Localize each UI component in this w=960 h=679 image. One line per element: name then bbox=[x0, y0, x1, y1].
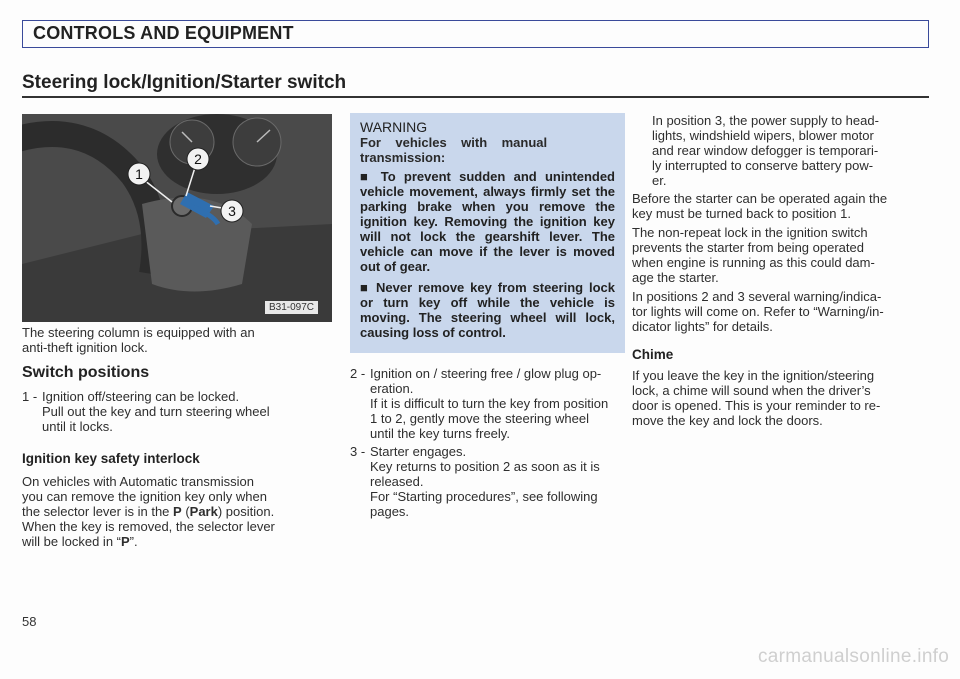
right-line: In positions 2 and 3 several warning/indica- bbox=[632, 289, 882, 304]
right-line: If you leave the key in the ignition/steering bbox=[632, 368, 875, 383]
right-line: when engine is running as this could dam- bbox=[632, 255, 875, 270]
interlock-line: On vehicles with Automatic transmission bbox=[22, 474, 254, 489]
page-number: 58 bbox=[22, 614, 37, 629]
position-2-item bbox=[350, 366, 630, 446]
interlock-heading: Ignition key safety interlock bbox=[22, 451, 200, 466]
position-1-item bbox=[22, 389, 332, 435]
item-number: 1 - bbox=[22, 389, 38, 404]
callout-2: 2 bbox=[194, 151, 202, 167]
right-line: The non-repeat lock in the ignition switch bbox=[632, 225, 868, 240]
section-title: Steering lock/Ignition/Starter switch bbox=[22, 72, 347, 93]
caption-line: anti-theft ignition lock. bbox=[22, 340, 148, 355]
item-line: If it is difficult to turn the key from position bbox=[370, 396, 609, 411]
right-line: er. bbox=[652, 173, 667, 188]
interlock-line: When the key is removed, the selector lever bbox=[22, 519, 275, 534]
right-line: lights, windshield wipers, blower motor bbox=[652, 128, 874, 143]
position-3-item bbox=[350, 444, 630, 524]
right-line: door is opened. This is your reminder to re- bbox=[632, 398, 881, 413]
right-line: lock, a chime will sound when the driver’s bbox=[632, 383, 871, 398]
chapter-header bbox=[22, 20, 929, 48]
right-line: ly interrupted to conserve battery pow- bbox=[652, 158, 874, 173]
callout-3: 3 bbox=[228, 203, 236, 219]
warning-subtitle: For vehicles with manual transmission: bbox=[360, 135, 548, 165]
callout-1: 1 bbox=[135, 166, 143, 182]
right-line: In position 3, the power supply to head- bbox=[652, 113, 879, 128]
item-line: Key returns to position 2 as soon as it is bbox=[370, 459, 600, 474]
chime-heading: Chime bbox=[632, 347, 674, 362]
item-line: Starter engages. bbox=[370, 444, 467, 459]
section-divider bbox=[22, 96, 929, 98]
interlock-line: you can remove the ignition key only when bbox=[22, 489, 267, 504]
item-line: until the key turns freely. bbox=[370, 426, 510, 441]
caption-line: The steering column is equipped with an bbox=[22, 325, 255, 340]
interlock-line: will be locked in “P”. bbox=[22, 534, 138, 549]
watermark: carmanualsonline.info bbox=[758, 646, 950, 667]
chapter-title: CONTROLS AND EQUIPMENT bbox=[33, 23, 294, 43]
right-line: prevents the starter from being operated bbox=[632, 240, 864, 255]
right-line: and rear window defogger is temporari- bbox=[652, 143, 879, 158]
figure-code: B31-097C bbox=[265, 301, 318, 314]
item-line: Ignition on / steering free / glow plug op- bbox=[370, 366, 602, 381]
right-line: dicator lights” for details. bbox=[632, 319, 773, 334]
right-line: move the key and lock the doors. bbox=[632, 413, 823, 428]
item-line: eration. bbox=[370, 381, 414, 396]
warning-box bbox=[350, 113, 625, 353]
interlock-line: the selector lever is in the P (Park) position. bbox=[22, 504, 275, 519]
right-line: age the starter. bbox=[632, 270, 719, 285]
warning-paragraph: ■ To prevent sudden and unintended vehicle movement, always firmly set the parking brake when you remove the ignition key. Removing the ignition key will not lock the gearshift lever. The vehicle can move if the lever is moved out of gear. bbox=[360, 169, 615, 274]
right-line: key must be turned back to position 1. bbox=[632, 206, 851, 221]
item-line: For “Starting procedures”, see following bbox=[370, 489, 598, 504]
ignition-photo bbox=[22, 114, 332, 322]
warning-title: WARNING bbox=[360, 119, 428, 135]
item-line: pages. bbox=[370, 504, 410, 519]
item-number: 2 - bbox=[350, 366, 366, 381]
item-line: released. bbox=[370, 474, 424, 489]
warning-paragraph: ■ Never remove key from steering lock or turn key off while the vehicle is moving. The steering wheel will lock, causing loss of control. bbox=[360, 280, 615, 340]
right-line: Before the starter can be operated again the bbox=[632, 191, 888, 206]
right-line: tor lights will come on. Refer to “Warning/in- bbox=[632, 304, 884, 319]
item-line: Pull out the key and turn steering wheel bbox=[42, 404, 270, 419]
item-number: 3 - bbox=[350, 444, 366, 459]
item-line: until it locks. bbox=[42, 419, 113, 434]
ignition-illustration bbox=[22, 114, 332, 322]
item-line: Ignition off/steering can be locked. bbox=[42, 389, 240, 404]
switch-positions-heading: Switch positions bbox=[22, 364, 150, 381]
item-line: 1 to 2, gently move the steering wheel bbox=[370, 411, 589, 426]
